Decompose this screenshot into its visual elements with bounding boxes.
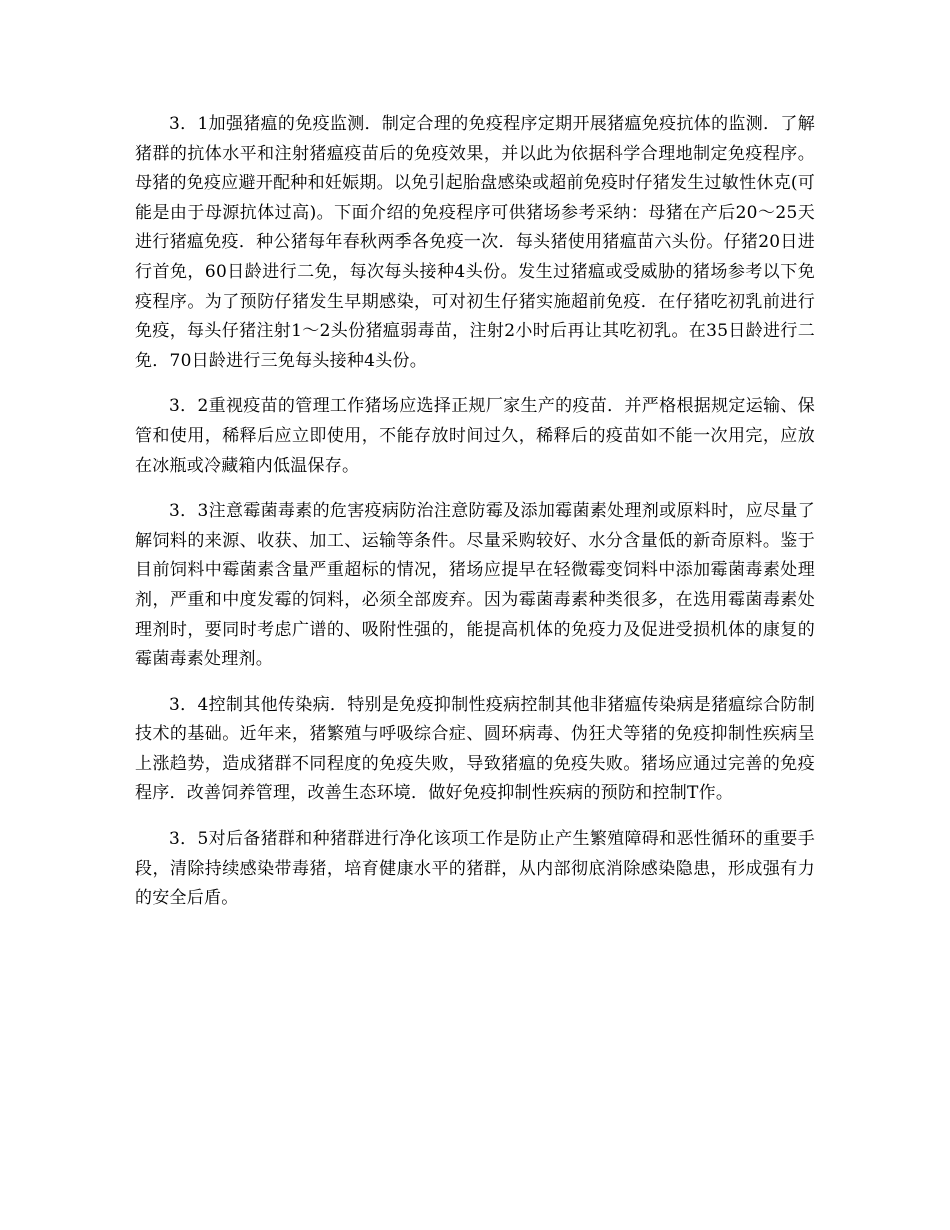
paragraph-3-1: 3．1加强猪瘟的免疫监测．制定合理的免疫程序定期开展猪瘟免疫抗体的监测．了解猪群的抗体水平和注射猪瘟疫苗后的免疫效果，并以此为依据科学合理地制定免疫程序。母猪的免疫应避开配种和妊娠期。以免引起胎盘感染或超前免疫时仔猪发生过敏性休克(可能是由于母源抗体过高)。下面介绍的免疫程序可供猪场参考采纳：母猪在产后20～25天进行猪瘟免疫．种公猪每年春秋两季各免疫一次．每头猪使用猪瘟苗六头份。仔猪20日进行首免，60日龄进行二免，每次每头接种4头份。发生过猪瘟或受威胁的猪场参考以下免疫程序。为了预防仔猪发生早期感染，可对初生仔猪实施超前免疫．在仔猪吃初乳前进行免疫，每头仔猪注射1～2头份猪瘟弱毒苗，注射2小时后再让其吃初乳。在35日龄进行二免．70日龄进行三免每头接种4头份。 (135, 114, 815, 371)
paragraph-3-5: 3．5对后备猪群和种猪群进行净化该项工作是防止产生繁殖障碍和恶性循环的重要手段，清除持续感染带毒猪，培育健康水平的猪群，从内部彻底消除感染隐患，形成强有力的安全后盾。 (135, 829, 815, 909)
document-body (135, 110, 815, 930)
paragraph-3-4: 3．4控制其他传染病．特别是免疫抑制性疫病控制其他非猪瘟传染病是猪瘟综合防制技术的基础。近年来，猪繁殖与呼吸综合症、圆环病毒、伪狂犬等猪的免疫抑制性疾病呈上涨趋势，造成猪群不同程度的免疫失败，导致猪瘟的免疫失败。猪场应通过完善的免疫程序．改善饲养管理，改善生态环境．做好免疫抑制性疾病的预防和控制T作。 (135, 694, 815, 804)
paragraph-3-3: 3．3注意霉菌毒素的危害疫病防治注意防霉及添加霉菌素处理剂或原料时，应尽量了解饲料的来源、收获、加工、运输等条件。尽量采购较好、水分含量低的新奇原料。鉴于目前饲料中霉菌素含量严重超标的情况，猪场应提早在轻微霉变饲料中添加霉菌毒素处理剂，严重和中度发霉的饲料，必须全部废弃。因为霉菌毒素种类很多，在选用霉菌毒素处理剂时，要同时考虑广谱的、吸附性强的，能提高机体的免疫力及促进受损机体的康复的霉菌毒素处理剂。 (135, 501, 815, 670)
paragraph-3-2: 3．2重视疫苗的管理工作猪场应选择正规厂家生产的疫苗．并严格根据规定运输、保管和使用，稀释后应立即使用，不能存放时间过久，稀释后的疫苗如不能一次用完，应放在冰瓶或冷藏箱内低温保存。 (135, 396, 815, 476)
